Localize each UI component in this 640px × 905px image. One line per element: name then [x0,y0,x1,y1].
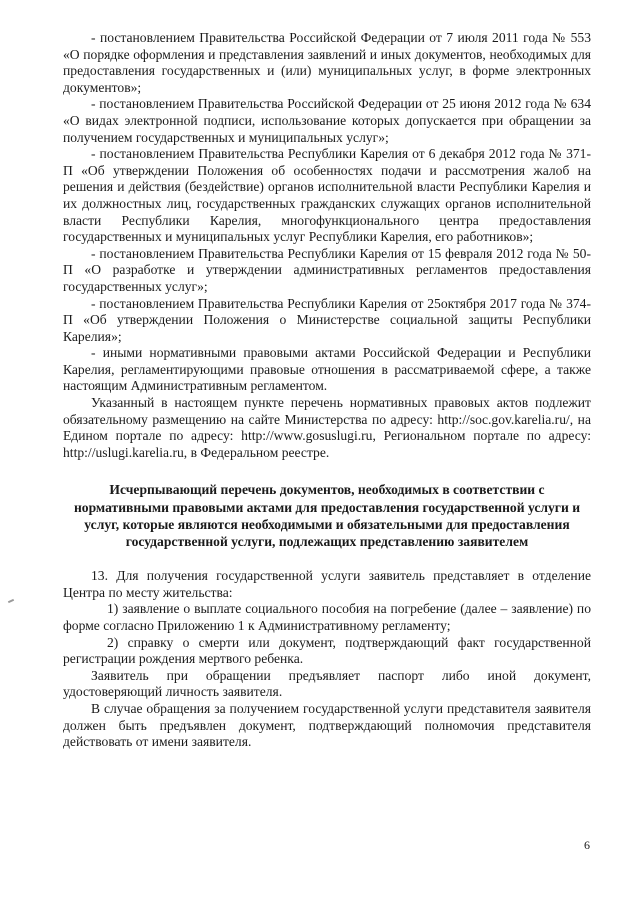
paragraph-representative: В случае обращения за получением государственной услуги представителя заявителя должен быть предъявлен документ, подтверждающий полномочия представителя действовать от имени заявителя. [63,701,591,750]
paragraph-other-acts: - иными нормативными правовыми актами Российской Федерации и Республики Карелия, регламентирующими правовые отношения в рассматриваемой сфере, а также настоящим Административным регламентом. [63,345,591,394]
paragraph-item-13: 13. Для получения государственной услуги заявитель представляет в отделение Центра по месту жительства: [63,568,591,600]
paragraph-decree-374p: - постановлением Правительства Республики Карелия от 25октября 2017 года № 374-П «Об утверждении Положения о Министерстве социальной защиты Республики Карелия»; [63,295,591,344]
document-page [63,30,591,751]
list-item-death-certificate: 2) справку о смерти или документ, подтверждающий факт государственной регистрации рождения мертвого ребенка. [63,634,591,667]
margin-mark [8,599,14,603]
paragraph-decree-553: - постановлением Правительства Российской Федерации от 7 июля 2011 года № 553 «О порядке оформления и представления заявлений и иных документов, необходимых для предоставления государственных и (или) муниципальных услуг, в форме электронных документов»; [63,30,591,95]
page-number: 6 [584,838,590,852]
paragraph-passport: Заявитель при обращении предъявляет паспорт либо иной документ, удостоверяющий личность заявителя. [63,667,591,700]
paragraph-decree-634: - постановлением Правительства Российской Федерации от 25 июня 2012 года № 634 «О видах электронной подписи, использование которых допускается при обращении за получением государственных и муниципальных услуг»; [63,96,591,145]
paragraph-decree-50p: - постановлением Правительства Республики Карелия от 15 февраля 2012 года № 50-П «О разработке и утверждении административных регламентов предоставления государственных услуг»; [63,245,591,294]
section-heading: Исчерпывающий перечень документов, необходимых в соответствии с нормативными правовыми актами для предоставления государственной услуги и услуг, которые являются необходимыми и обязательными для предоставления государственной услуги, подлежащих представлению заявителем [73,482,581,550]
list-item-application: 1) заявление о выплате социального пособия на погребение (далее – заявление) по форме согласно Приложению 1 к Административному регламенту; [63,601,591,634]
paragraph-publication-notice: Указанный в настоящем пункте перечень нормативных правовых актов подлежит обязательному размещению на сайте Министерства по адресу: http://soc.gov.karelia.ru/, на Едином портале по адресу: http://www.gosuslugi.ru, Региональном портале по адресу: http://uslugi.karelia.ru, в Федеральном реестре. [63,395,591,460]
paragraph-decree-371p: - постановлением Правительства Республики Карелия от 6 декабря 2012 года № 371-П «Об утверждении Положения об особенностях подачи и рассмотрения жалоб на решения и действия (бездействие) органов исполнительной власти Республики Карелия и их должностных лиц, государственных гражданских служащих органов исполнительной власти Республики Карелия, многофункционального центра предоставления государственных и муниципальных услуг Республики Карелия, его работников»; [63,146,591,245]
